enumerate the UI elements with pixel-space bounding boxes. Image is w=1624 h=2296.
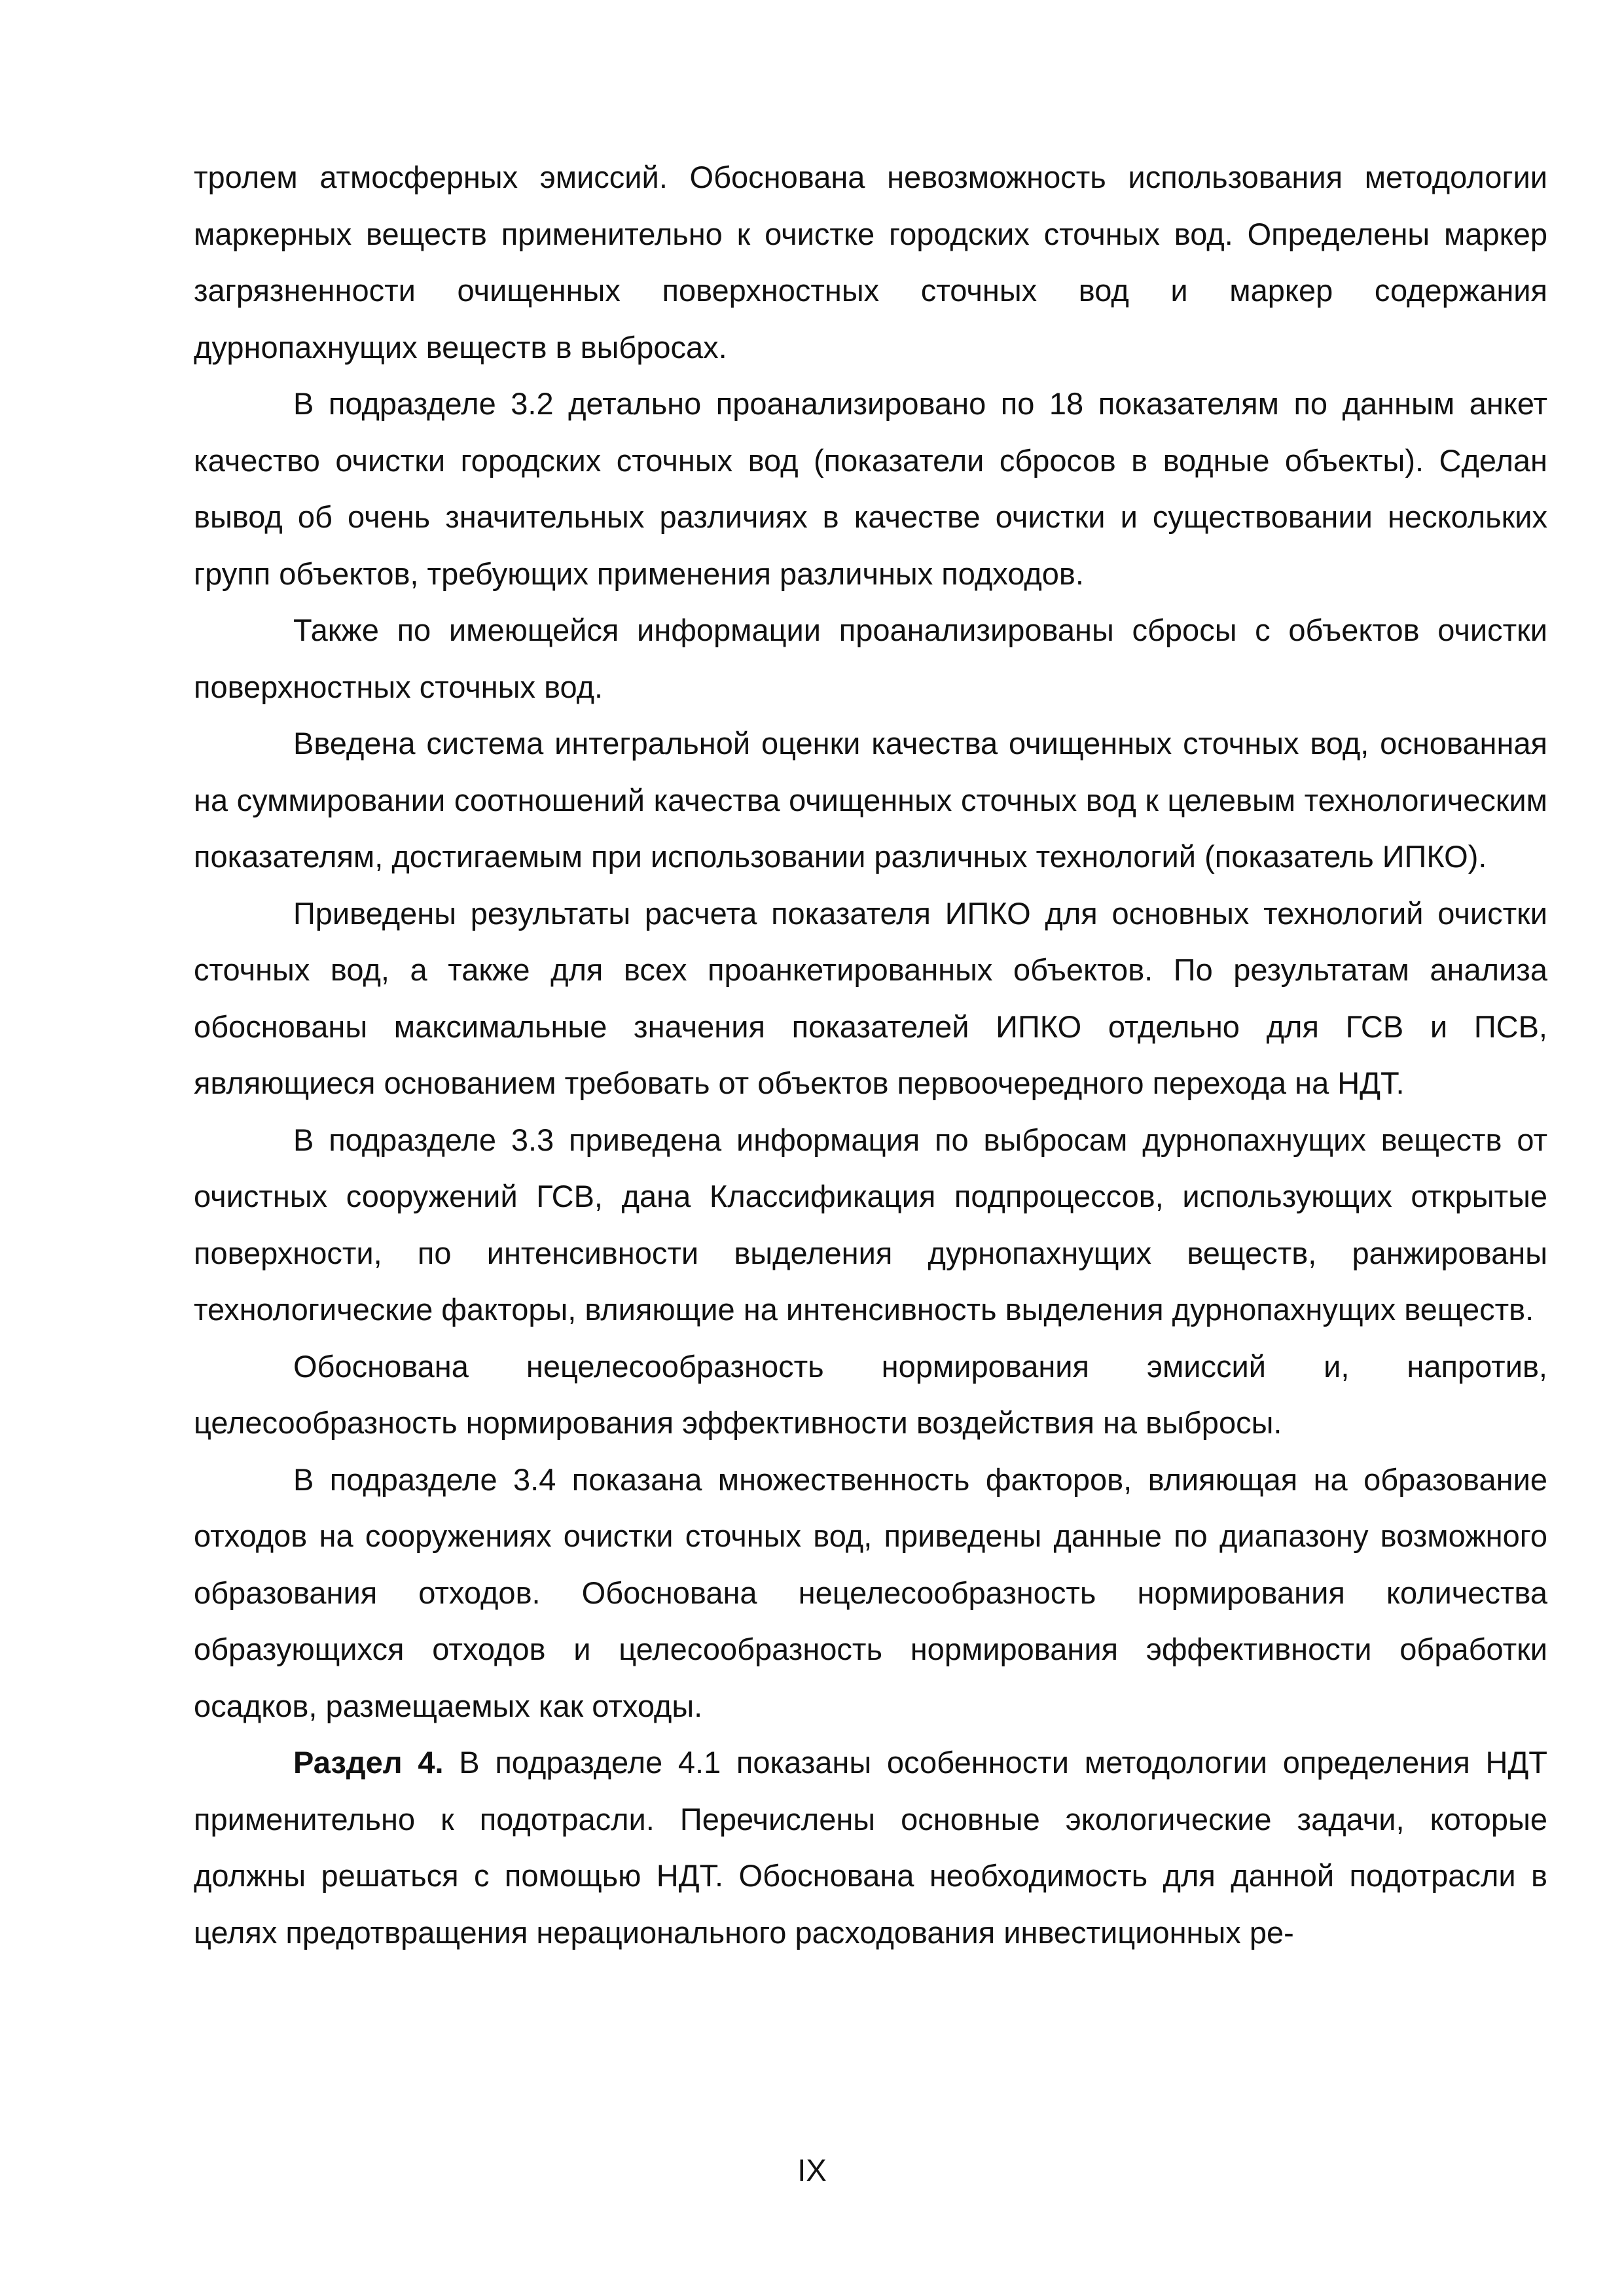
body-text bbox=[194, 149, 1547, 1961]
paragraph-surface-water: Также по имеющейся информации проанализированы сбросы с объектов очистки поверхностных сточных вод. bbox=[194, 613, 1547, 704]
section-4-label: Раздел 4. bbox=[293, 1745, 444, 1780]
paragraph-subsection-3-2: В подразделе 3.2 детально проанализировано по 18 показателям по данным анкет качество очистки городских сточных вод (показатели сбросов в водные объекты). Сделан вывод об очень значительных различиях в качестве очистки и существовании нескольких групп объектов, требующих применения различных подходов. bbox=[194, 386, 1547, 591]
section-4-text: В подразделе 4.1 показаны особенности методологии определения НДТ применительно к подотрасли. Перечислены основные экологические задачи, которые должны решаться с помощью НДТ. Обоснована необходимость для данной подотрасли в целях предотвращения нерационального расходования инвестиционных ре- bbox=[194, 1745, 1548, 1950]
paragraph-subsection-3-4: В подразделе 3.4 показана множественность факторов, влияющая на образование отходов на сооружениях очистки сточных вод, приведены данные по диапазону возможного образования отходов. Обоснована нецелесообразность нормирования количества образующихся отходов и целесообразность нормирования эффективности обработки осадков, размещаемых как отходы. bbox=[194, 1462, 1547, 1723]
paragraph-emissions-rationing: Обоснована нецелесообразность нормирования эмиссий и, напротив, целесообразность нормирования эффективности воздействия на выбросы. bbox=[194, 1348, 1547, 1440]
paragraph-subsection-3-3: В подразделе 3.3 приведена информация по выбросам дурнопахнущих веществ от очистных сооружений ГСВ, дана Классификация подпроцессов, использующих открытые поверхности, по интенсивности выделения дурнопахнущих веществ, ранжированы технологические факторы, влияющие на интенсивность выделения дурнопахнущих веществ. bbox=[194, 1122, 1547, 1327]
paragraph-ipko-results: Приведены результаты расчета показателя ИПКО для основных технологий очистки сточных вод, а также для всех проанкетированных объектов. По результатам анализа обоснованы максимальные значения показателей ИПКО отдельно для ГСВ и ПСВ, являющиеся основанием требовать от объектов первоочередного перехода на НДТ. bbox=[194, 895, 1547, 1100]
paragraph-ipko-system: Введена система интегральной оценки качества очищенных сточных вод, основанная на суммировании соотношений качества очищенных сточных вод к целевым технологическим показателям, достигаемым при использовании различных технологий (показатель ИПКО). bbox=[194, 726, 1547, 874]
paragraph-section-4 bbox=[194, 1734, 1547, 1961]
page-number: IX bbox=[797, 2153, 827, 2187]
paragraph-continuation: тролем атмосферных эмиссий. Обоснована невозможность использования методологии маркерных веществ применительно к очистке городских сточных вод. Определены маркер загрязненности очищенных поверхностных сточных вод и маркер содержания дурнопахнущих веществ в выбросах. bbox=[194, 160, 1547, 365]
